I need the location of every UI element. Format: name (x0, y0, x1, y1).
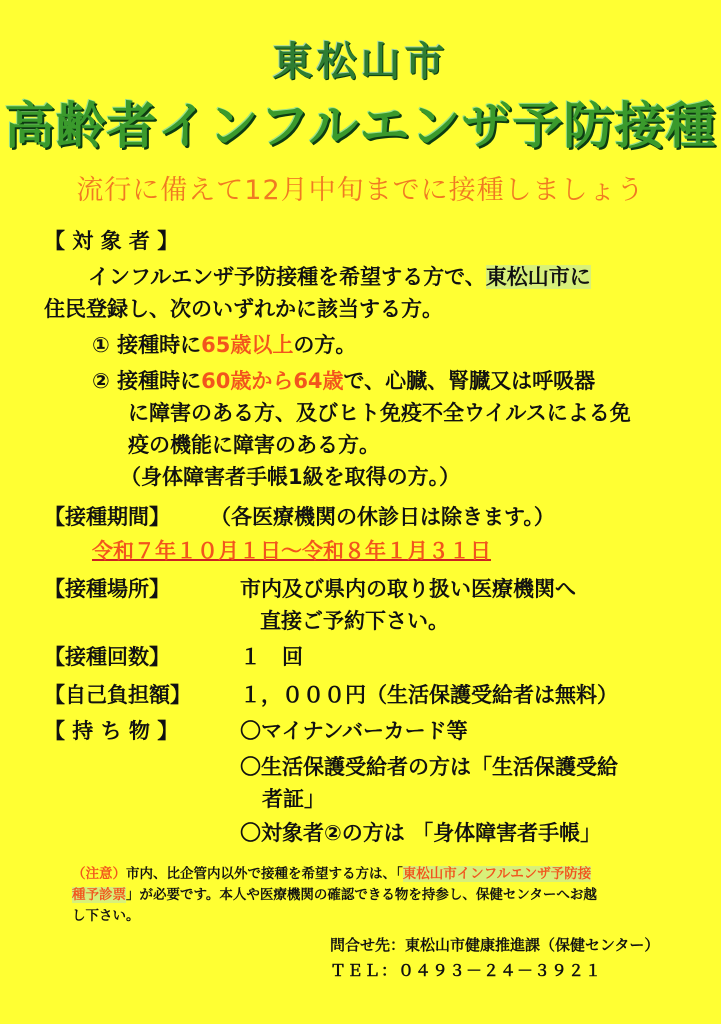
item-number: ② (92, 369, 110, 393)
item-text: 接種時に (117, 333, 202, 357)
caution-form-name: 東松山市インフルエンザ予防接 (402, 866, 592, 882)
target-intro-city: 東松山市に (485, 265, 591, 289)
fee-heading: 【自己負担額】 (44, 683, 191, 707)
items-heading: 【 持 ち 物 】 (44, 719, 179, 743)
target-item-1 (92, 330, 356, 360)
item-number: ① (92, 333, 110, 357)
item-text: の方。 (293, 333, 357, 357)
caution-text: 市内、比企管内以外で接種を希望する方は、「 (126, 866, 403, 882)
target-item-2-line4: （身体障害者手帳1級を取得の方。） (120, 465, 461, 489)
period-dates: 令和７年１０月１日～令和８年１月３１日 (92, 539, 491, 563)
count-heading: 【接種回数】 (44, 645, 170, 669)
items-line3: 〇対象者②の方は 「身体障害者手帳」 (240, 821, 602, 845)
period-note: （各医療機関の休診日は除きます。） (210, 505, 555, 529)
contact-phone: ＴＥＬ：０４９３－２４－３９２１ (330, 961, 603, 980)
items-line1: 〇マイナンバーカード等 (240, 719, 468, 743)
target-heading: 【 対 象 者 】 (44, 229, 179, 253)
fee-value: １，０００円（生活保護受給者は無料） (240, 683, 618, 707)
period-heading: 【接種期間】 (44, 505, 170, 529)
page-title: 高齢者インフルエンザ予防接種 (4, 97, 717, 155)
item-highlight: 65歳以上 (201, 333, 294, 357)
caution-label: （注意） (72, 866, 126, 882)
item-text: で、心臓、腎臓又は呼吸器 (343, 369, 596, 393)
caution-note (72, 864, 702, 927)
count-value: １ 回 (240, 645, 303, 669)
items-line2: 〇生活保護受給者の方は「生活保護受給 (240, 755, 618, 779)
page-subtitle: 流行に備えて12月中旬までに接種しましょう (76, 175, 645, 206)
place-heading: 【接種場所】 (44, 577, 170, 601)
place-line1: 市内及び県内の取り扱い医療機関へ (240, 577, 576, 601)
caution-text: 」が必要です。本人や医療機関の確認できる物を持参し、保健センターへお越 (126, 887, 597, 903)
item-text: 接種時に (117, 369, 202, 393)
item-highlight: 60歳から64歳 (201, 369, 344, 393)
caution-text: し下さい。 (72, 908, 140, 924)
target-item-2-line3: 疫の機能に障害のある方。 (128, 433, 380, 457)
target-item-2 (92, 366, 595, 396)
target-intro-line2: 住民登録し、次のいずれかに該当する方。 (44, 297, 443, 321)
city-name: 東松山市 (272, 39, 449, 85)
target-item-2-line2: に障害のある方、及びヒト免疫不全ウイルスによる免 (128, 401, 631, 425)
target-intro-text: インフルエンザ予防接種を希望する方で、 (88, 265, 486, 289)
items-line2-cont: 者証」 (262, 787, 325, 811)
target-intro-line1 (88, 262, 591, 292)
caution-form-name-cont: 種予診票 (72, 887, 126, 903)
place-line2: 直接ご予約下さい。 (260, 609, 449, 633)
contact-line: 問合せ先：東松山市健康推進課（保健センター） (330, 936, 660, 954)
